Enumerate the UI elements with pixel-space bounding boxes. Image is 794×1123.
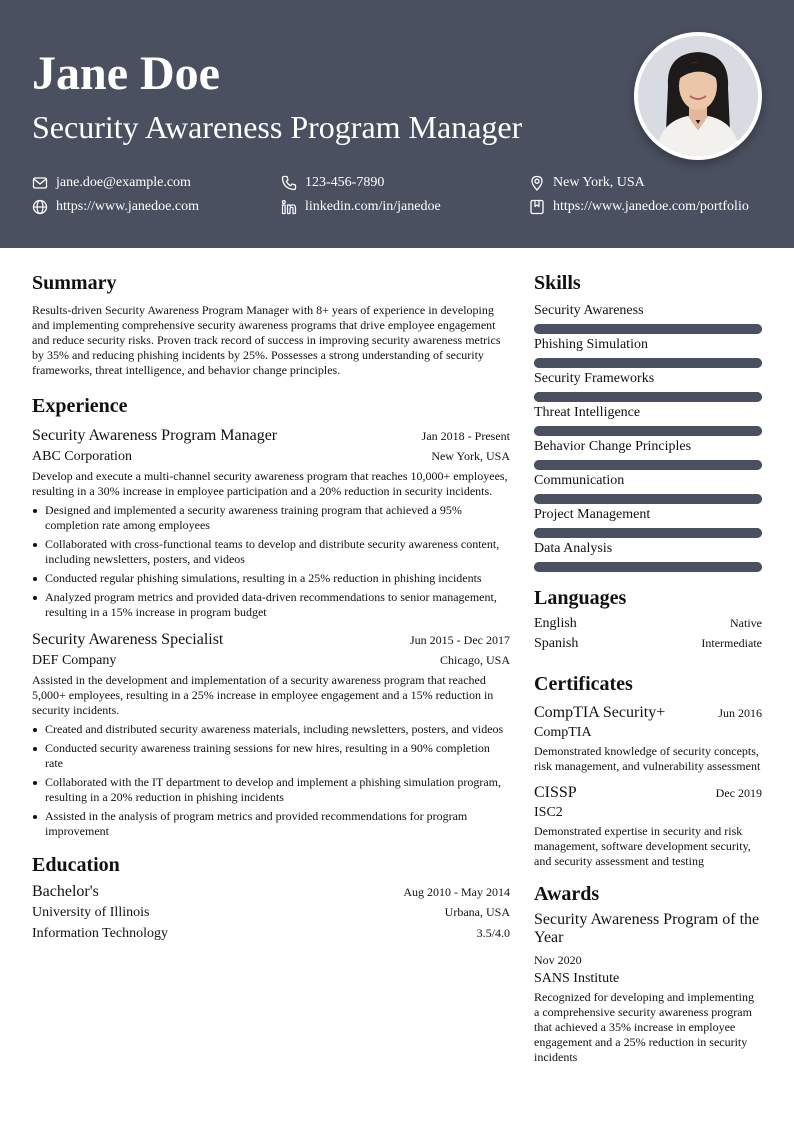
- job-dates: Jan 2018 - Present: [421, 429, 510, 443]
- contact-phone-text: 123-456-7890: [305, 175, 385, 190]
- right-column: [534, 270, 762, 1065]
- certificates-heading: Certificates: [534, 673, 633, 695]
- skill-bar: [534, 392, 762, 402]
- job-company: DEF Company: [32, 653, 117, 668]
- education-dates: Aug 2010 - May 2014: [403, 885, 510, 899]
- skill-bar: [534, 528, 762, 538]
- award-description: Recognized for developing and implementing a comprehensive security awareness program that achieved a 35% increase in employee engagement and a 25% reduction in security incidents: [534, 990, 754, 1064]
- awards-heading: Awards: [534, 883, 600, 905]
- education-gpa: 3.5/4.0: [476, 926, 510, 940]
- contact-email-text: jane.doe@example.com: [56, 175, 191, 190]
- skill-bar: [534, 562, 762, 572]
- contact-website[interactable]: [32, 197, 199, 217]
- skill-name: Security Awareness: [534, 303, 644, 318]
- contact-portfolio[interactable]: [529, 197, 749, 217]
- skill-name: Behavior Change Principles: [534, 439, 692, 454]
- job-bullet: Created and distributed security awareness materials, including newsletters, posters, and videos: [32, 722, 510, 737]
- contact-location-text: New York, USA: [553, 175, 645, 190]
- location-icon: [529, 175, 545, 191]
- skill-name: Security Frameworks: [534, 371, 655, 386]
- header-banner: [0, 0, 794, 248]
- skill-bar-fill: [534, 460, 762, 470]
- experience-heading: Experience: [32, 395, 128, 417]
- certificate-name: CISSP: [534, 784, 577, 801]
- job-bullet: Conducted regular phishing simulations, resulting in a 25% reduction in phishing incidents: [32, 571, 510, 586]
- skill-item: [534, 302, 762, 334]
- language-item: [534, 616, 762, 636]
- contact-linkedin-text: linkedin.com/in/janedoe: [305, 199, 441, 214]
- candidate-name: Jane Doe: [32, 47, 220, 100]
- job-bullet: Conducted security awareness training sessions for new hires, resulting in a 90% completion rate: [32, 741, 510, 771]
- skill-bar-fill: [534, 392, 762, 402]
- education-section: [32, 852, 510, 944]
- contact-location: [529, 173, 645, 193]
- certificate-item: [534, 783, 762, 869]
- job-role: Security Awareness Specialist: [32, 631, 224, 648]
- job-bullets: [32, 722, 510, 839]
- summary-heading: Summary: [32, 272, 117, 294]
- skill-bar-fill: [534, 426, 762, 436]
- left-column: [32, 270, 510, 944]
- mail-icon: [32, 175, 48, 191]
- skill-bar: [534, 426, 762, 436]
- job-location: New York, USA: [431, 449, 510, 463]
- certificate-issuer: CompTIA: [534, 725, 592, 740]
- skill-name: Data Analysis: [534, 541, 613, 556]
- skill-name: Project Management: [534, 507, 651, 522]
- skills-section: [534, 270, 762, 572]
- globe-icon: [32, 199, 48, 215]
- skill-bar-fill: [534, 358, 762, 368]
- phone-icon: [281, 175, 297, 191]
- job-location: Chicago, USA: [440, 653, 510, 667]
- skill-item: [534, 438, 762, 470]
- job-entry: [32, 426, 510, 620]
- skill-item: [534, 540, 762, 572]
- certificate-description: Demonstrated knowledge of security concepts, risk management, and vulnerability assessment: [534, 744, 761, 773]
- language-level: Native: [730, 616, 762, 630]
- award-name: Security Awareness Program of the Year: [534, 911, 760, 946]
- education-school: University of Illinois: [32, 905, 150, 920]
- contact-phone[interactable]: [281, 173, 384, 193]
- summary-text: Results-driven Security Awareness Program Manager with 8+ years of experience in developing and implementing comprehensive security awareness programs that drive employee engagement and reduce security risks. Proven track record of success in improving security awareness metrics by 35% and reducing phishing incidents by 25%. Possesses a strong understanding of security frameworks, threat intelligence, and behavior change principles.: [32, 303, 501, 377]
- skill-name: Threat Intelligence: [534, 405, 641, 420]
- job-bullet: Collaborated with cross-functional teams to develop and distribute security awareness content, including newsletters, posters, and videos: [32, 537, 510, 567]
- job-role: Security Awareness Program Manager: [32, 427, 278, 444]
- skill-item: [534, 370, 762, 402]
- job-bullets: [32, 503, 510, 620]
- award-date: Nov 2020: [534, 953, 582, 967]
- languages-heading: Languages: [534, 587, 627, 609]
- skill-bar: [534, 358, 762, 368]
- awards-section: [534, 881, 762, 1065]
- language-level: Intermediate: [701, 636, 762, 650]
- certificate-date: Jun 2016: [718, 706, 762, 720]
- certificate-issuer: ISC2: [534, 805, 563, 820]
- certificate-item: [534, 703, 762, 774]
- experience-section: [32, 393, 510, 839]
- skill-item: [534, 336, 762, 368]
- skills-list: [534, 302, 762, 572]
- job-dates: Jun 2015 - Dec 2017: [410, 633, 510, 647]
- candidate-title: Security Awareness Program Manager: [32, 109, 523, 145]
- language-name: English: [534, 616, 577, 631]
- contact-linkedin[interactable]: [281, 197, 441, 217]
- skill-name: Phishing Simulation: [534, 337, 648, 352]
- linkedin-icon: [281, 199, 297, 215]
- job-description: Assisted in the development and implementation of a security awareness program that reached 5,000+ employees, resulting in a 25% increase in employee engagement and a 15% reduction in security incidents.: [32, 673, 494, 717]
- skill-bar: [534, 324, 762, 334]
- profile-photo: [634, 32, 762, 160]
- skill-item: [534, 472, 762, 504]
- certificate-description: Demonstrated expertise in security and risk management, software development security, and security assessment and testing: [534, 824, 751, 868]
- job-entry: [32, 630, 510, 839]
- summary-section: [32, 270, 510, 378]
- skill-item: [534, 404, 762, 436]
- award-issuer: SANS Institute: [534, 971, 620, 986]
- job-company: ABC Corporation: [32, 449, 132, 464]
- languages-section: [534, 585, 762, 656]
- contact-portfolio-text: https://www.janedoe.com/portfolio: [553, 199, 749, 214]
- skill-bar-fill: [534, 494, 762, 504]
- job-bullet: Designed and implemented a security awareness training program that achieved a 95% completion rate among employees: [32, 503, 510, 533]
- education-field: Information Technology: [32, 926, 169, 941]
- education-location: Urbana, USA: [444, 905, 510, 919]
- skill-bar: [534, 494, 762, 504]
- education-heading: Education: [32, 854, 120, 876]
- skill-bar-fill: [534, 324, 762, 334]
- certificate-name: CompTIA Security+: [534, 704, 666, 721]
- skill-bar-fill: [534, 562, 762, 572]
- skills-heading: Skills: [534, 272, 581, 294]
- job-bullet: Assisted in the analysis of program metrics and provided recommendations for program improvement: [32, 809, 510, 839]
- job-bullet: Collaborated with the IT department to develop and implement a phishing simulation program, resulting in a 20% reduction in phishing incidents: [32, 775, 510, 805]
- skill-item: [534, 506, 762, 538]
- skill-bar-fill: [534, 528, 762, 538]
- certificates-section: [534, 671, 762, 869]
- skill-name: Communication: [534, 473, 625, 488]
- job-bullet: Analyzed program metrics and provided data-driven recommendations to senior management, resulting in a 15% increase in program budget: [32, 590, 510, 620]
- contact-email[interactable]: [32, 173, 191, 193]
- skill-bar: [534, 460, 762, 470]
- language-item: [534, 636, 762, 656]
- education-degree: Bachelor's: [32, 883, 99, 900]
- language-name: Spanish: [534, 636, 579, 651]
- portfolio-icon: [529, 199, 545, 215]
- certificate-date: Dec 2019: [715, 786, 762, 800]
- job-description: Develop and execute a multi-channel security awareness program that reaches 10,000+ employees, resulting in a 30% increase in employee participation and a 20% reduction in security incidents.: [32, 469, 508, 498]
- contact-website-text: https://www.janedoe.com: [56, 199, 199, 214]
